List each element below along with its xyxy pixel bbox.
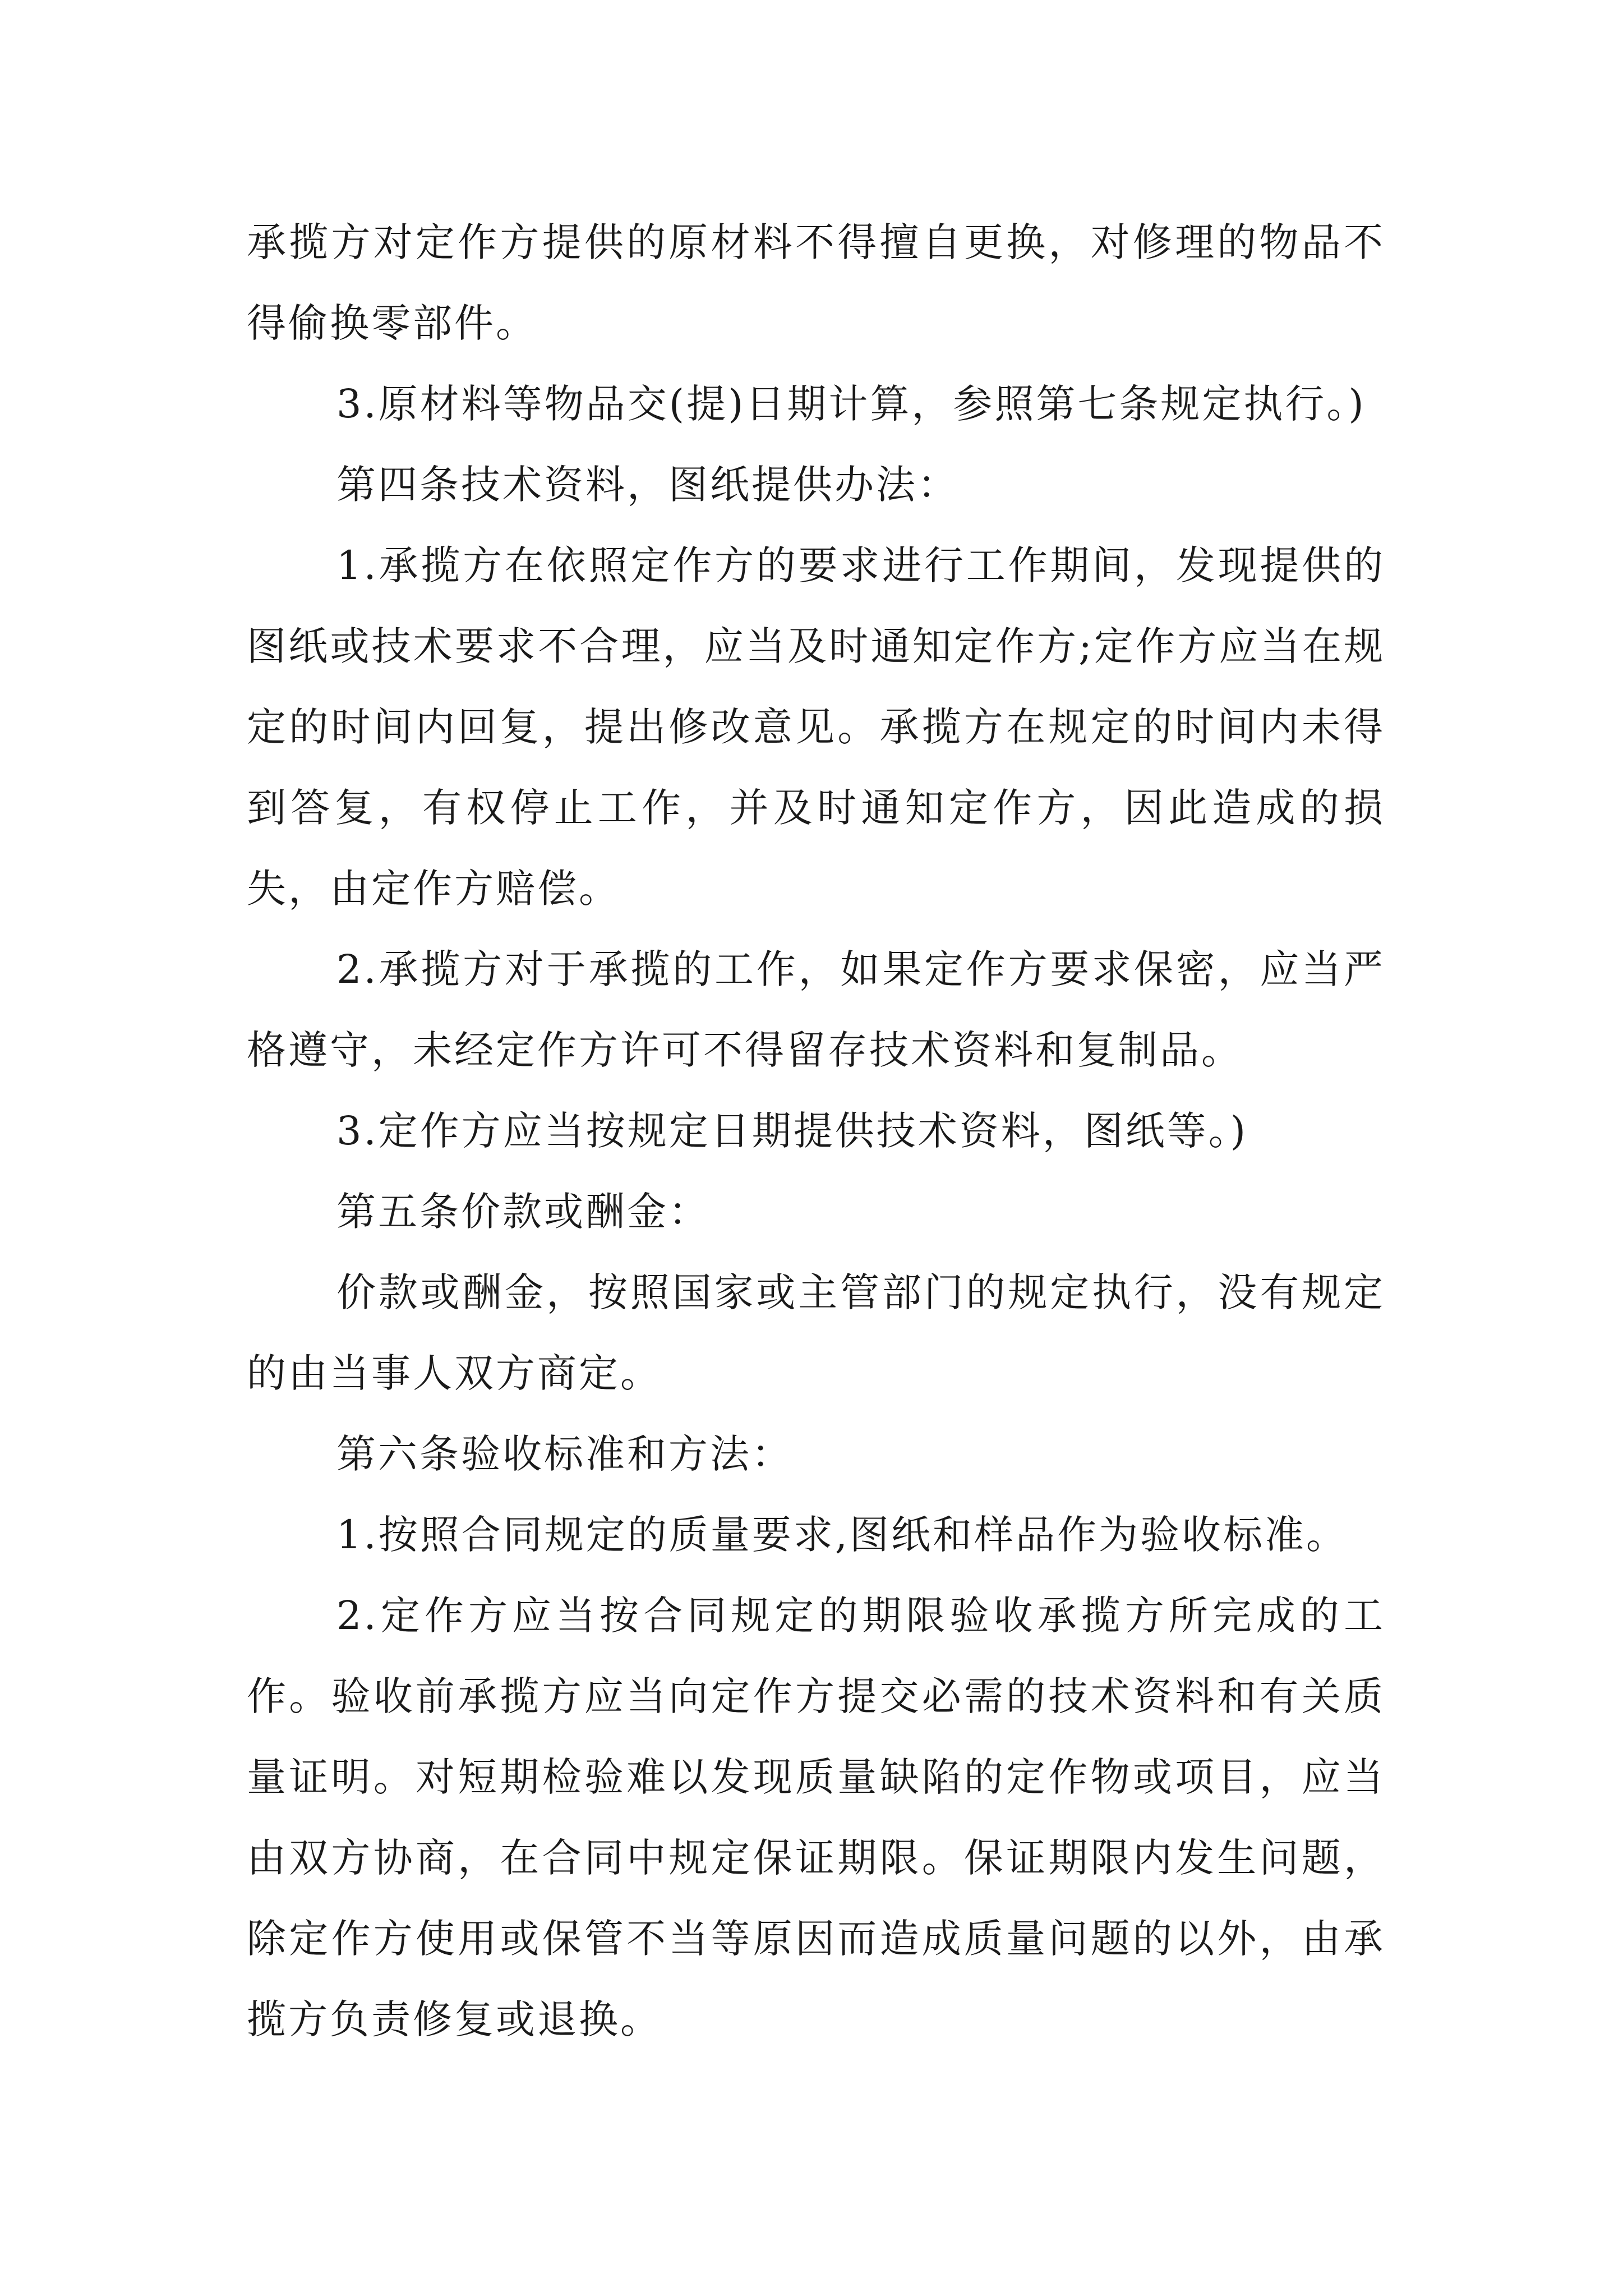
paragraph-clause-4-1: 1.承揽方在依照定作方的要求进行工作期间，发现提供的图纸或技术要求不合理，应当及时通知定作方;定作方应当在规定的时间内回复，提出修改意见。承揽方在规定的时间内未得到答复，有权停止工作，并及时通知定作方，因此造成的损失，由定作方赔偿。 bbox=[247, 542, 1385, 912]
paragraph-clause-6-1: 1.按照合同规定的质量要求,图纸和样品作为验收标准。 bbox=[336, 1512, 1348, 1558]
paragraph-clause-4-3: 3.定作方应当按规定日期提供技术资料，图纸等。) bbox=[336, 1108, 1248, 1154]
heading-article-6: 第六条验收标准和方法： bbox=[336, 1431, 793, 1477]
heading-article-5: 第五条价款或酬金： bbox=[336, 1189, 710, 1235]
paragraph-article-5-body: 价款或酬金，按照国家或主管部门的规定执行，没有规定的由当事人双方商定。 bbox=[247, 1269, 1385, 1396]
paragraph-clause-4-2: 2.承揽方对于承揽的工作，如果定作方要求保密，应当严格遵守，未经定作方许可不得留存技术资料和复制品。 bbox=[247, 946, 1385, 1073]
paragraph-continuation: 承揽方对定作方提供的原材料不得擅自更换，对修理的物品不得偷换零部件。 bbox=[247, 219, 1385, 346]
heading-article-4: 第四条技术资料，图纸提供办法： bbox=[336, 462, 959, 508]
paragraph-clause-3-3: 3.原材料等物品交(提)日期计算，参照第七条规定执行。) bbox=[336, 381, 1366, 427]
paragraph-clause-6-2: 2.定作方应当按合同规定的期限验收承揽方所完成的工作。验收前承揽方应当向定作方提交必需的技术资料和有关质量证明。对短期检验难以发现质量缺陷的定作物或项目，应当由双方协商，在合同中规定保证期限。保证期限内发生问题，除定作方使用或保管不当等原因而造成质量问题的以外，由承揽方负责修复或退换。 bbox=[247, 1593, 1385, 2042]
document-body bbox=[247, 202, 1385, 2060]
